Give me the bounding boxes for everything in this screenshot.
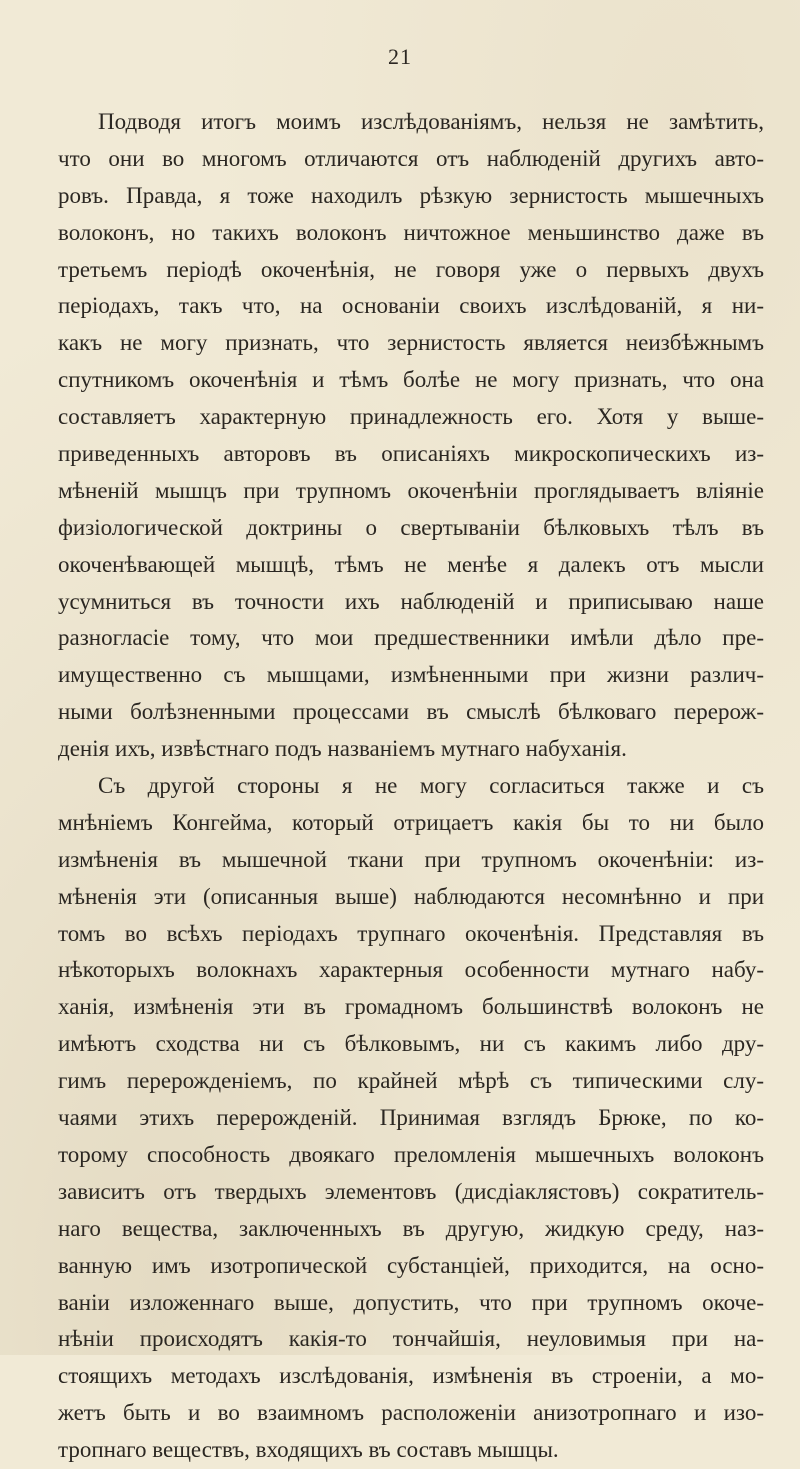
text-line: усумниться въ точности ихъ наблюденій и приписываю наше (58, 588, 764, 614)
text-line: торому способность двоякаго преломленія мышечныхъ волоконъ (58, 1141, 764, 1167)
text-line: окоченѣвающей мышцѣ, тѣмъ не менѣе я далекъ отъ мысли (58, 551, 764, 577)
text-line: наго вещества, заключенныхъ въ другую, жидкую среду, наз- (58, 1215, 764, 1241)
text-line: составляетъ характерную принадлежность его. Хотя у выше- (58, 404, 764, 430)
text-line: денія ихъ, извѣстнаго подъ названіемъ мутнаго набуханія. (58, 736, 627, 762)
text-line: физіологической доктрины о свертываніи бѣлковыхъ тѣлъ въ (58, 514, 764, 540)
text-line: ваніи изложеннаго выше, допустить, что при трупномъ окоче- (58, 1289, 764, 1315)
text-line: спутникомъ окоченѣнія и тѣмъ болѣе не могу признать, что она (58, 367, 764, 393)
text-line: что они во многомъ отличаются отъ наблюденій другихъ авто- (58, 145, 764, 171)
text-line: имущественно съ мышцами, измѣненными при жизни различ- (58, 662, 764, 688)
body-text (58, 104, 764, 1469)
text-line: жетъ быть и во взаимномъ расположеніи анизотропнаго и изо- (58, 1400, 764, 1426)
page-number: 21 (388, 44, 412, 69)
text-line: зависитъ отъ твердыхъ элементовъ (дисдіаклястовъ) сократитель- (58, 1178, 764, 1204)
text-line: третьемъ періодѣ окоченѣнія, не говоря уже о первыхъ двухъ (58, 256, 764, 282)
text-line: имѣютъ сходства ни съ бѣлковымъ, ни съ какимъ либо дру- (58, 1031, 764, 1057)
text-line: Подводя итогъ моимъ изслѣдованіямъ, нельзя не замѣтить, (98, 109, 764, 134)
text-line: разногласіе тому, что мои предшественники имѣли дѣло пре- (58, 625, 764, 651)
text-line: гимъ перерожденіемъ, по крайней мѣрѣ съ типическими слу- (58, 1068, 764, 1094)
text-line: періодахъ, такъ что, на основаніи своихъ изслѣдованій, я ни- (58, 293, 764, 319)
text-line: нѣніи происходятъ какія-то тончайшія, неуловимыя при на- (58, 1326, 764, 1352)
text-line: чаями этихъ перерожденій. Принимая взглядъ Брюке, по ко- (58, 1105, 764, 1131)
text-line: мнѣніемъ Конгейма, который отрицаетъ какія бы то ни было (58, 809, 764, 835)
text-line: приведенныхъ авторовъ въ описаніяхъ микроскопическихъ из- (58, 441, 764, 467)
text-line: Съ другой стороны я не могу согласиться также и съ (98, 773, 764, 799)
text-line: ровъ. Правда, я тоже находилъ рѣзкую зернистость мышечныхъ (58, 182, 764, 208)
text-line: стоящихъ методахъ изслѣдованія, измѣненія въ строеніи, а мо- (58, 1363, 764, 1389)
text-line: ванную имъ изотропической субстанціей, приходится, на осно- (58, 1252, 764, 1278)
text-line: тропнаго веществъ, входящихъ въ составъ мышцы. (58, 1437, 559, 1463)
text-line: мѣненій мышцъ при трупномъ окоченѣніи проглядываетъ вліяніе (58, 477, 764, 503)
text-line: какъ не могу признать, что зернистость является неизбѣжнымъ (58, 330, 764, 356)
text-line: мѣненія эти (описанныя выше) наблюдаются несомнѣнно и при (58, 883, 764, 909)
text-line: ными болѣзненными процессами въ смыслѣ бѣлковаго перерож- (58, 699, 764, 725)
text-line: нѣкоторыхъ волокнахъ характерныя особенности мутнаго набу- (58, 957, 764, 983)
text-line: волоконъ, но такихъ волоконъ ничтожное меньшинство даже въ (58, 219, 764, 245)
text-line: томъ во всѣхъ періодахъ трупнаго окоченѣнія. Представляя въ (58, 920, 764, 946)
text-line: ханія, измѣненія эти въ громадномъ большинствѣ волоконъ не (58, 994, 764, 1020)
text-line: измѣненія въ мышечной ткани при трупномъ окоченѣніи: из- (58, 846, 764, 872)
